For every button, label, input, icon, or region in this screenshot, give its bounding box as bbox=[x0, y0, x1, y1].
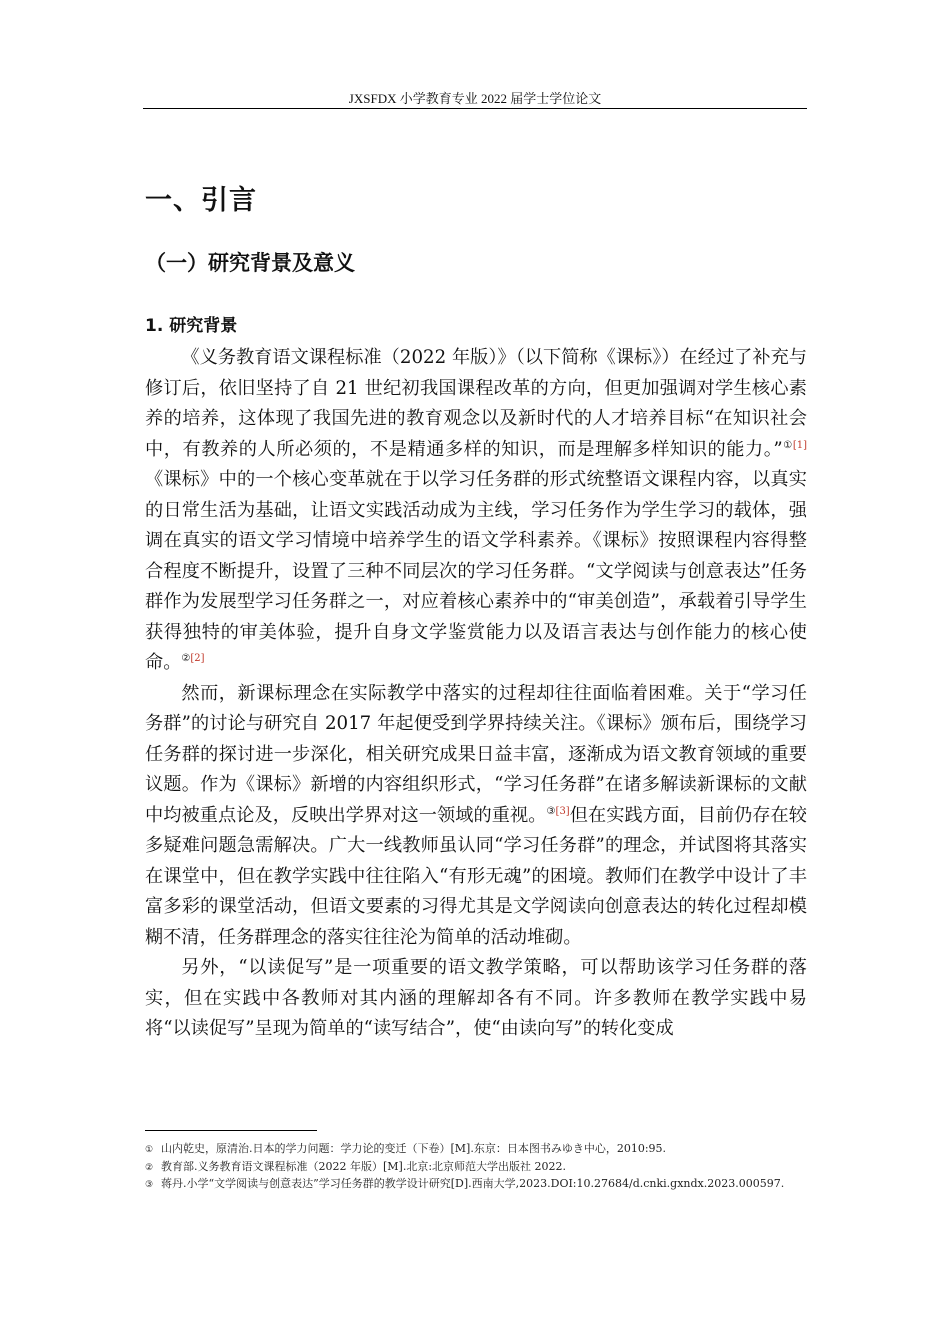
paragraph-text: 《课标》中的一个核心变革就在于以学习任务群的形式统整语文课程内容，以真实的日常生活为基础，让语文实践活动成为主线，学习任务作为学生学习的载体，强调在真实的语文学习情境中培养学生的语文学科素养。《课标》按照课程内容得整合程度不断提升，设置了三种不同层次的学习任务群。“文学阅读与创意表达”任务群作为发展型学习任务群之一，对应着核心素养中的“审美创造”，承载着引导学生获得独特的审美体验，提升自身文学鉴赏能力以及语言表达与创作能力的核心使命。 bbox=[145, 469, 807, 673]
footnote-item bbox=[145, 1141, 795, 1159]
chapter-heading: 一、引言 bbox=[145, 185, 257, 216]
running-title: JXSFDX 小学教育专业 2022 届学士学位论文 bbox=[348, 91, 602, 106]
footnote-marker: ③[3] bbox=[546, 805, 570, 817]
footnote-item bbox=[145, 1159, 795, 1177]
citation-link[interactable]: [1] bbox=[792, 439, 807, 451]
footnote-mark: ③ bbox=[145, 1180, 154, 1190]
footnote-marker: ①[1] bbox=[782, 439, 807, 451]
citation-link[interactable]: [2] bbox=[190, 653, 205, 664]
footnote-text: 教育部.义务教育语文课程标准（2022 年版）[M].北京:北京师范大学出版社 2022. bbox=[161, 1159, 567, 1173]
footnote-mark: ② bbox=[145, 1162, 154, 1173]
footnote-text: 山内乾史，原清治.日本的学力问题：学力论的变迁（下卷）[M].东京：日本图书みゆき中心，2010:95. bbox=[161, 1142, 667, 1155]
footnote-marker: ②[2] bbox=[181, 653, 205, 664]
footnote-text: 蒋丹.小学“文学阅读与创意表达”学习任务群的教学设计研究[D].西南大学,2023.DOI:10.27684/d.cnki.gxndx.2023.000597. bbox=[161, 1177, 785, 1190]
paragraph-reading-writing bbox=[145, 953, 807, 1045]
citation-link[interactable]: [3] bbox=[555, 805, 570, 817]
page-header bbox=[143, 90, 807, 109]
paragraph-text: 但在实践方面，目前仍存在较多疑难问题急需解决。广大一线教师虽认同“学习任务群”的理念，并试图将其落实在课堂中，但在教学实践中往往陷入“有形无魂”的困境。教师们在教学中设计了丰富多彩的课堂活动，但语文要素的习得尤其是文学阅读向创意表达的转化过程却模糊不清，任务群理念的落实往往沦为简单的活动堆砌。 bbox=[145, 804, 807, 948]
paragraph-text: 《义务教育语文课程标准（2022 年版）》（以下简称《课标》）在经过了补充与修订后，依旧坚持了自 21 世纪初我国课程改革的方向，但更加强调对学生核心素养的培养，这体现了我国先进的教育观念以及新时代的人才培养目标“在知识社会中，有教养的人所必须的，不是精通多样的知识，而是理解多样知识的能力。” bbox=[145, 347, 807, 460]
paragraph-background bbox=[145, 343, 807, 679]
subsection-heading: 1. 研究背景 bbox=[145, 316, 238, 336]
section-heading: （一）研究背景及意义 bbox=[145, 251, 355, 275]
body-text bbox=[145, 343, 807, 1045]
paragraph-challenges bbox=[145, 679, 807, 954]
footnotes bbox=[145, 1141, 795, 1194]
footnote-divider bbox=[145, 1130, 317, 1131]
paragraph-text: 另外，“以读促写”是一项重要的语文教学策略，可以帮助该学习任务群的落实，但在实践中各教师对其内涵的理解却各有不同。许多教师在教学实践中易将“以读促写”呈现为简单的“读写结合”，使“由读向写”的转化变成 bbox=[145, 957, 807, 1039]
footnote-item bbox=[145, 1176, 795, 1194]
footnote-mark: ① bbox=[145, 1145, 154, 1155]
paragraph-text: 然而，新课标理念在实际教学中落实的过程却往往面临着困难。关于“学习任务群”的讨论与研究自 2017 年起便受到学界持续关注。《课标》颁布后，围绕学习任务群的探讨进一步深化，相关研究成果日益丰富，逐渐成为语文教育领域的重要议题。作为《课标》新增的内容组织形式，“学习任务群”在诸多解读新课标的文献中均被重点论及，反映出学界对这一领域的重视。 bbox=[145, 682, 807, 826]
